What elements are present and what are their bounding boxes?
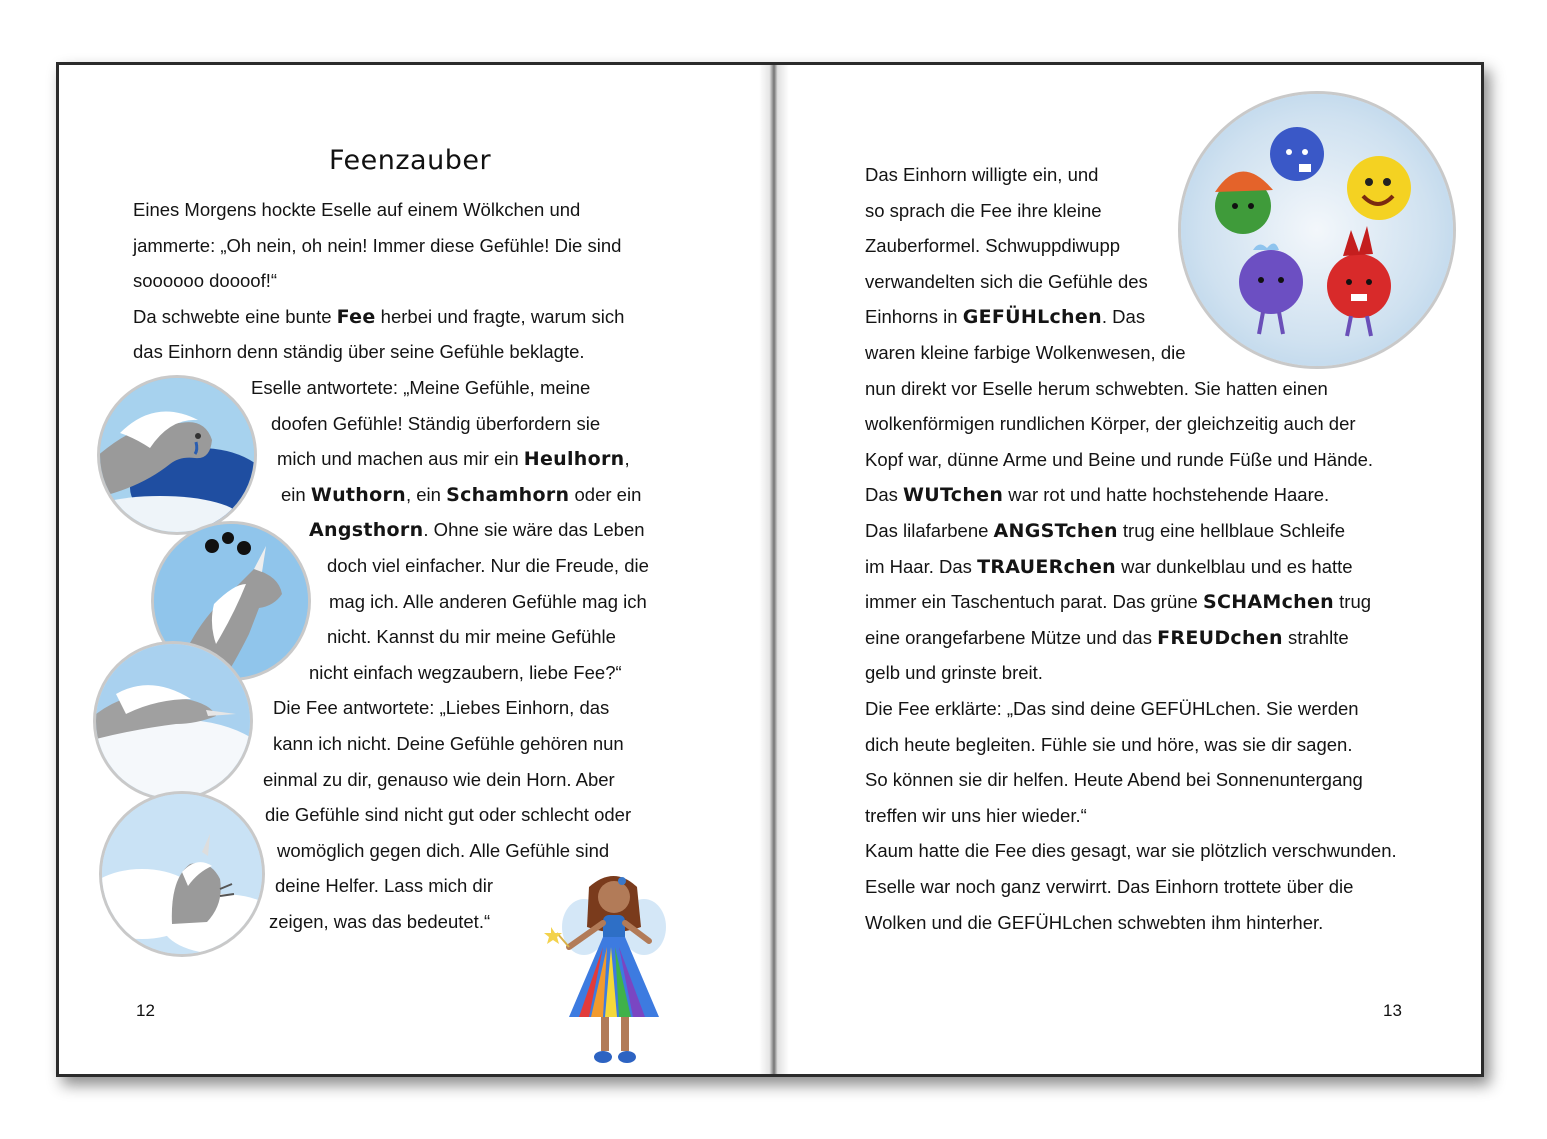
text-line — [265, 803, 631, 827]
text-segment: doch viel einfacher. Nur die Freude, die — [327, 555, 649, 576]
text-segment: nun direkt vor Eselle herum schwebten. Sie hatten einen — [865, 377, 1328, 399]
text-line — [133, 198, 580, 222]
text-line — [865, 341, 1186, 365]
text-segment: Kopf war, dünne Arme und Beine und runde Füße und Hände. — [865, 448, 1374, 470]
text-segment: , — [624, 448, 630, 470]
text-line — [865, 804, 1087, 828]
ashamed-unicorn-icon — [96, 644, 250, 798]
text-segment: Das — [865, 484, 904, 506]
text-segment: nicht. Kannst du mir meine Gefühle — [327, 626, 616, 648]
text-segment: , ein — [405, 483, 447, 505]
text-line — [309, 518, 645, 542]
text-line — [865, 412, 1356, 436]
text-line — [271, 412, 600, 436]
text-segment: die Gefühle sind nicht gut oder schlecht oder — [265, 804, 632, 826]
text-line — [281, 483, 641, 507]
text-line — [309, 661, 622, 685]
text-line — [133, 269, 277, 293]
text-segment: mich und machen aus mir ein — [277, 448, 524, 470]
text-segment: doofen Gefühle! Ständig überfordern sie — [271, 412, 601, 434]
text-line — [865, 697, 1359, 721]
text-segment: im Haar. Das — [865, 555, 978, 577]
text-line — [865, 234, 1120, 258]
text-line — [865, 163, 1098, 187]
text-line — [865, 590, 1371, 614]
text-line — [865, 448, 1373, 472]
page-title: Feenzauber — [329, 145, 492, 176]
text-segment: ein — [281, 483, 311, 505]
text-segment: jammerte: „Oh nein, oh nein! Immer diese Gefühle! Die sind — [133, 234, 622, 256]
text-line — [865, 483, 1329, 507]
text-segment: Die Fee erklärte: „Das sind deine GEFÜHLchen. Sie werden — [865, 698, 1359, 719]
text-line — [865, 305, 1145, 329]
text-segment: Da schwebte eine bunte — [133, 305, 337, 327]
text-segment: herbei und fragte, warum sich — [375, 305, 625, 327]
text-line — [865, 875, 1353, 899]
text-segment: Eines Morgens hockte Eselle auf einem Wölkchen und — [133, 199, 581, 220]
text-segment: kann ich nicht. Deine Gefühle gehören nun — [273, 733, 624, 754]
text-line — [133, 305, 624, 329]
text-segment: wolkenförmigen rundlichen Körper, der gleichzeitig auch der — [865, 413, 1356, 435]
highlight-word: Angsthorn — [309, 519, 424, 542]
scared-unicorn-illustration — [99, 791, 265, 957]
text-segment: einmal zu dir, genauso wie dein Horn. Aber — [263, 768, 615, 790]
text-segment: . Ohne sie wäre das Leben — [423, 519, 645, 541]
text-segment: mag ich. Alle anderen Gefühle mag ich — [329, 590, 647, 612]
text-segment: eine orangefarbene Mütze und das — [865, 626, 1158, 648]
text-line — [865, 519, 1345, 543]
rainbow-fairy-icon — [529, 867, 689, 1074]
left-page — [59, 65, 773, 1074]
text-line — [865, 555, 1353, 579]
highlight-word: Heulhorn — [523, 448, 625, 471]
feelings-illustration — [1178, 91, 1456, 369]
feelings-group-icon — [1181, 94, 1453, 366]
highlight-word: Fee — [336, 305, 376, 328]
text-line — [865, 733, 1352, 757]
text-line — [865, 839, 1397, 863]
text-segment: so sprach die Fee ihre kleine — [865, 199, 1102, 221]
text-line — [865, 270, 1148, 294]
text-segment: war dunkelblau und es hatte — [1116, 555, 1353, 577]
text-segment: war rot und hatte hochstehende Haare. — [1003, 484, 1330, 506]
text-segment: zeigen, was das bedeutet.“ — [269, 911, 491, 932]
text-line — [133, 340, 585, 364]
text-segment: Die Fee antwortete: „Liebes Einhorn, das — [273, 697, 610, 719]
text-line — [275, 874, 493, 898]
text-segment: nicht einfach wegzaubern, liebe Fee?“ — [309, 661, 622, 683]
text-segment: das Einhorn denn ständig über seine Gefühle beklagte. — [133, 341, 585, 363]
text-segment: immer ein Taschentuch parat. Das grüne — [865, 591, 1203, 613]
text-segment: Einhorns in — [865, 306, 963, 328]
text-segment: Eselle antwortete: „Meine Gefühle, meine — [251, 377, 591, 398]
text-line — [327, 554, 649, 578]
ashamed-unicorn-illustration — [93, 641, 253, 801]
text-segment: . Das — [1101, 306, 1146, 328]
text-line — [277, 839, 609, 863]
crying-unicorn-illustration — [97, 375, 257, 535]
text-line — [277, 447, 630, 471]
text-segment: Zauberformel. Schwuppdiwupp — [865, 235, 1121, 257]
highlight-word: SCHAMchen — [1202, 591, 1335, 614]
text-line — [865, 768, 1363, 792]
text-segment: waren kleine farbige Wolkenwesen, die — [865, 342, 1186, 363]
text-segment: gelb und grinste breit. — [865, 662, 1043, 684]
text-segment: verwandelten sich die Gefühle des — [865, 270, 1148, 292]
highlight-word: Wuthorn — [310, 483, 406, 506]
page-number-left: 12 — [136, 1001, 155, 1020]
book-spread — [56, 62, 1484, 1077]
text-segment: oder ein — [569, 483, 642, 505]
text-line — [329, 590, 647, 614]
highlight-word: FREUDchen — [1157, 626, 1283, 649]
text-segment: Das Einhorn willigte ein, und — [865, 164, 1099, 185]
text-line — [133, 234, 621, 258]
text-segment: trug — [1334, 591, 1372, 613]
text-segment: Wolken und die GEFÜHLchen schwebten ihm hinterher. — [865, 911, 1324, 933]
highlight-word: WUTchen — [903, 484, 1004, 507]
text-line — [865, 199, 1102, 223]
text-segment: deine Helfer. Lass mich dir — [275, 875, 493, 897]
text-line — [865, 661, 1043, 685]
text-segment: Kaum hatte die Fee dies gesagt, war sie plötzlich verschwunden. — [865, 840, 1397, 862]
text-line — [251, 376, 590, 400]
highlight-word: ANGSTchen — [993, 520, 1118, 542]
text-segment: dich heute begleiten. Fühle sie und höre, was sie dir sagen. — [865, 733, 1353, 755]
text-line — [865, 626, 1349, 650]
scared-unicorn-icon — [102, 794, 262, 954]
text-segment: strahlte — [1282, 626, 1349, 648]
crying-unicorn-icon — [100, 378, 254, 532]
text-line — [273, 732, 624, 756]
text-segment: treffen wir uns hier wieder.“ — [865, 804, 1087, 826]
text-line — [269, 910, 490, 934]
text-line — [865, 377, 1328, 401]
highlight-word: TRAUERchen — [977, 555, 1117, 578]
text-line — [263, 768, 615, 792]
text-line — [865, 911, 1323, 935]
text-segment: So können sie dir helfen. Heute Abend bei Sonnenuntergang — [865, 769, 1363, 791]
text-line — [327, 625, 616, 649]
right-page — [773, 65, 1481, 1074]
text-segment: Eselle war noch ganz verwirrt. Das Einhorn trottete über die — [865, 876, 1354, 897]
text-segment: soooooo doooof!“ — [133, 270, 278, 292]
page-number-right: 13 — [1383, 1001, 1402, 1020]
highlight-word: GEFÜHLchen — [962, 306, 1102, 329]
text-segment: womöglich gegen dich. Alle Gefühle sind — [277, 839, 610, 861]
text-segment: trug eine hellblaue Schleife — [1117, 520, 1346, 541]
text-segment: Das lilafarbene — [865, 520, 994, 541]
highlight-word: Schamhorn — [446, 483, 570, 506]
text-line — [273, 696, 609, 720]
